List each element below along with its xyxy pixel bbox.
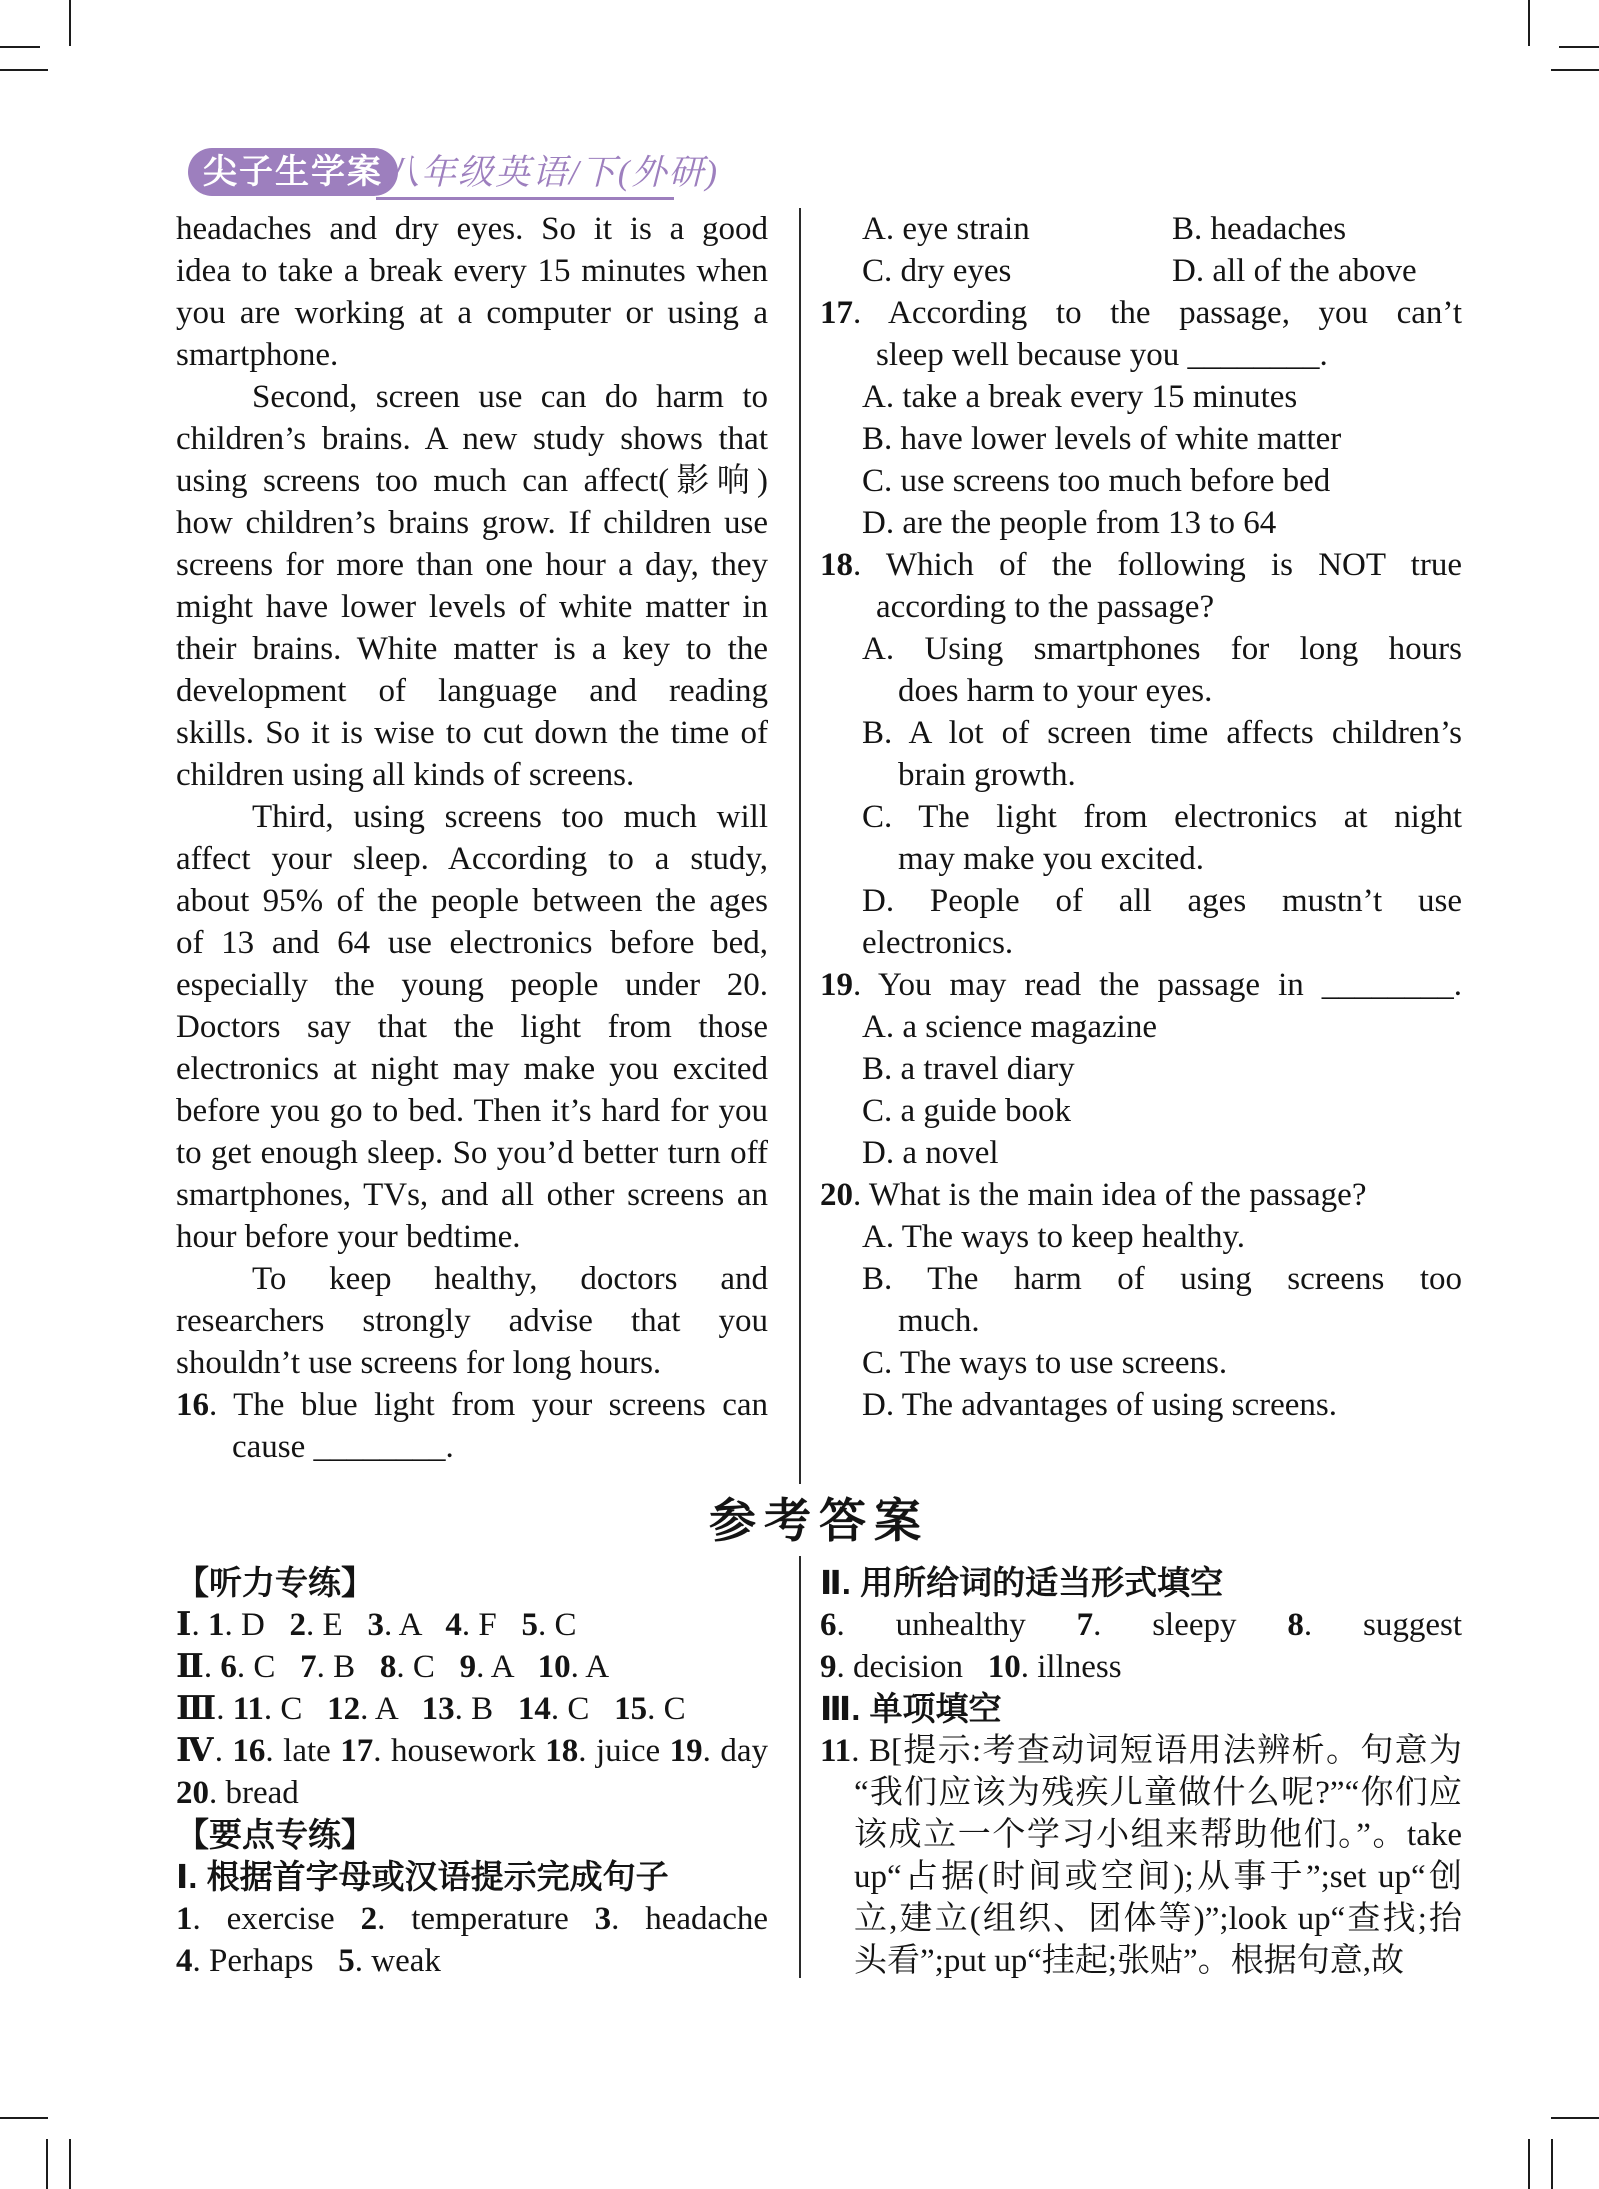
bold-number: 15 <box>614 1691 648 1727</box>
text-run: . illness <box>1020 1649 1122 1685</box>
answer-line <box>176 1646 768 1688</box>
bold-number: Ⅳ <box>176 1733 215 1769</box>
question-line <box>820 208 1462 250</box>
text-run: . unhealthy <box>836 1607 1077 1643</box>
column-divider-bottom <box>799 1556 801 1978</box>
passage-line <box>176 922 768 964</box>
text-run: B. have lower levels of white matter <box>862 421 1342 457</box>
bold-number: 9 <box>820 1649 837 1685</box>
text-run: B. headaches <box>1172 211 1347 247</box>
question-line <box>820 1258 1462 1300</box>
text-run: sleep well because you ________. <box>876 337 1328 373</box>
bold-number: 8 <box>1287 1607 1304 1643</box>
text-run: especially the young people under 20. <box>176 967 768 1003</box>
answer-line <box>820 1814 1462 1856</box>
passage-line <box>176 1132 768 1174</box>
passage-line <box>176 1090 768 1132</box>
text-run: . weak <box>354 1943 441 1979</box>
question-line <box>820 1132 1462 1174</box>
text-run: To keep healthy, doctors and <box>252 1261 768 1297</box>
passage-line <box>176 544 768 586</box>
text-run: . day <box>702 1733 768 1769</box>
text-run: Ⅲ. 单项填空 <box>820 1690 1002 1727</box>
text-run: 【听力专练】 <box>176 1564 374 1601</box>
text-run: . sleepy <box>1093 1607 1288 1643</box>
crop-mark <box>1551 2117 1599 2119</box>
answers-right-column <box>820 1562 1462 1982</box>
question-line <box>820 250 1462 292</box>
passage-line <box>176 964 768 1006</box>
text-run: . suggest <box>1303 1607 1462 1643</box>
question-line <box>820 1216 1462 1258</box>
bold-number: 4 <box>176 1943 193 1979</box>
crop-mark <box>69 0 71 46</box>
bold-number: 6 <box>820 1607 837 1643</box>
question-line <box>820 922 1462 964</box>
bold-number: 2 <box>289 1607 307 1643</box>
text-run: . D <box>224 1607 290 1643</box>
bold-number: 13 <box>421 1691 455 1727</box>
bold-number: 17 <box>820 295 853 331</box>
text-run: A. The ways to keep healthy. <box>862 1219 1246 1255</box>
bold-number: Ⅱ <box>176 1649 204 1685</box>
passage-line <box>176 796 768 838</box>
answer-line <box>820 1688 1462 1730</box>
text-run: idea to take a break every 15 minutes when <box>176 253 768 289</box>
question-line <box>820 1300 1462 1342</box>
question-line <box>820 712 1462 754</box>
answer-line <box>820 1730 1462 1772</box>
text-run: . <box>203 1649 221 1685</box>
edition-subtitle: 八年级英语/下(外研) <box>384 153 720 192</box>
passage-line <box>176 250 768 292</box>
crop-mark <box>46 2139 48 2189</box>
text-run: electronics at night may make you excited <box>176 1051 768 1087</box>
text-run: . juice <box>578 1733 670 1769</box>
text-run: Ⅱ. 用所给词的适当形式填空 <box>820 1564 1224 1601</box>
text-run: 该成立一个学习小组来帮助他们。”。take <box>854 1817 1462 1853</box>
passage-line <box>176 1006 768 1048</box>
bold-number: 8 <box>379 1649 397 1685</box>
question-line <box>820 502 1462 544</box>
bold-number: 19 <box>820 967 853 1003</box>
text-run: brain growth. <box>898 757 1076 793</box>
passage-line <box>176 1258 768 1300</box>
text-run: 头看”;put up“挂起;张贴”。根据句意,故 <box>854 1943 1404 1979</box>
question-line <box>820 1342 1462 1384</box>
crop-mark <box>1551 69 1599 71</box>
text-run: Second, screen use can do harm to <box>252 379 768 415</box>
text-run: . B <box>316 1649 380 1685</box>
bold-number: 16 <box>232 1733 266 1769</box>
text-run: . C <box>538 1607 577 1643</box>
passage-line <box>176 208 768 250</box>
bold-number: 5 <box>521 1607 539 1643</box>
passage-line <box>176 418 768 460</box>
crop-mark <box>1528 2139 1530 2189</box>
question-line <box>820 628 1462 670</box>
passage-line <box>176 586 768 628</box>
text-run: . C <box>396 1649 460 1685</box>
bold-number: 9 <box>459 1649 477 1685</box>
passage-line <box>176 1174 768 1216</box>
text-run: hour before your bedtime. <box>176 1219 521 1255</box>
question-line <box>820 334 1462 376</box>
text-run: . C <box>263 1691 328 1727</box>
text-run: of 13 and 64 use electronics before bed, <box>176 925 768 961</box>
subtitle-underline <box>376 197 674 200</box>
question-line <box>820 418 1462 460</box>
answer-line <box>176 1898 768 1940</box>
bold-number: 2 <box>360 1901 378 1937</box>
text-run: to get enough sleep. So you’d better turn off <box>176 1135 768 1171</box>
bold-number: 7 <box>1076 1607 1094 1643</box>
answer-line <box>176 1688 768 1730</box>
text-run: up“占据(时间或空间);从事于”;set up“创 <box>854 1859 1462 1895</box>
passage-line <box>176 880 768 922</box>
crop-mark <box>0 46 40 48</box>
text-run: how children’s brains grow. If children use <box>176 505 768 541</box>
text-run: . housework <box>373 1733 546 1769</box>
text-run: children’s brains. A new study shows that <box>176 421 768 457</box>
answer-line <box>176 1730 768 1772</box>
text-run: . You may read the passage in ________. <box>853 967 1462 1003</box>
text-run: smartphone. <box>176 337 339 373</box>
bold-number: 18 <box>545 1733 579 1769</box>
text-run: may make you excited. <box>898 841 1205 877</box>
text-run: C. dry eyes <box>862 253 1012 289</box>
passage-line <box>176 1384 768 1426</box>
question-line <box>820 670 1462 712</box>
question-line <box>820 1048 1462 1090</box>
bold-number: 6 <box>220 1649 237 1685</box>
text-run: C. a guide book <box>862 1093 1071 1129</box>
bold-number: 10 <box>537 1649 571 1685</box>
question-line <box>820 838 1462 880</box>
answer-line <box>176 1772 768 1814</box>
text-run: . headache <box>611 1901 768 1937</box>
bold-number: 1 <box>207 1607 225 1643</box>
passage-line <box>176 670 768 712</box>
passage-line <box>176 460 768 502</box>
text-run: . E <box>306 1607 368 1643</box>
passage-line <box>176 712 768 754</box>
text-run: smartphones, TVs, and all other screens an <box>176 1177 768 1213</box>
question-line <box>820 292 1462 334</box>
text-run: . B[提示:考查动词短语用法辨析。句意为 <box>851 1733 1462 1769</box>
bold-number: 3 <box>367 1607 384 1643</box>
text-run: A. a science magazine <box>862 1009 1158 1045</box>
crop-mark <box>69 2139 71 2189</box>
text-run: . The blue light from your screens can <box>209 1387 768 1423</box>
text-run: B. a travel diary <box>862 1051 1075 1087</box>
bold-number: 5 <box>338 1943 355 1979</box>
bold-number: 20 <box>820 1177 853 1213</box>
text-run: . decision <box>836 1649 988 1685</box>
question-line <box>820 964 1462 1006</box>
text-run: much. <box>898 1303 980 1339</box>
text-run: . bread <box>209 1775 299 1811</box>
passage-line <box>176 334 768 376</box>
text-run: B. The harm of using screens too <box>862 1261 1462 1297</box>
text-run: D. The advantages of using screens. <box>862 1387 1338 1423</box>
text-run: development of language and reading <box>176 673 768 709</box>
text-run: headaches and dry eyes. So it is a good <box>176 211 768 247</box>
answer-line <box>820 1856 1462 1898</box>
text-run: according to the passage? <box>876 589 1215 625</box>
text-run: C. The light from electronics at night <box>862 799 1462 835</box>
text-run: . exercise <box>192 1901 361 1937</box>
text-run: . Perhaps <box>192 1943 339 1979</box>
text-run: using screens too much can affect(影响) <box>176 463 768 499</box>
text-run: children using all kinds of screens. <box>176 757 635 793</box>
passage-line <box>176 502 768 544</box>
text-run: screens for more than one hour a day, they <box>176 547 768 583</box>
answer-line <box>820 1772 1462 1814</box>
text-run: . C <box>236 1649 301 1685</box>
brand-badge: 尖子生学案 <box>188 148 398 196</box>
crop-mark <box>0 69 48 71</box>
answer-line <box>820 1898 1462 1940</box>
text-run: . late <box>265 1733 341 1769</box>
passage-line <box>176 1300 768 1342</box>
bold-number: 19 <box>669 1733 703 1769</box>
answer-line <box>176 1940 768 1982</box>
text-run: skills. So it is wise to cut down the time of <box>176 715 768 751</box>
crop-mark <box>1559 46 1599 48</box>
text-run: does harm to your eyes. <box>898 673 1213 709</box>
answer-line <box>176 1856 768 1898</box>
text-run: C. use screens too much before bed <box>862 463 1331 499</box>
bold-number: 18 <box>820 547 853 583</box>
text-run: D. all of the above <box>1172 253 1417 289</box>
bold-number: 16 <box>176 1387 209 1423</box>
text-run: . A <box>570 1649 610 1685</box>
answers-left-column <box>176 1562 768 1982</box>
text-run: affect your sleep. According to a study, <box>176 841 768 877</box>
text-run: 【要点专练】 <box>176 1816 374 1853</box>
text-run: might have lower levels of white matter in <box>176 589 768 625</box>
passage-line <box>176 838 768 880</box>
answer-line <box>820 1604 1462 1646</box>
passage-line <box>176 1048 768 1090</box>
bold-number: 3 <box>594 1901 612 1937</box>
passage-line <box>176 754 768 796</box>
text-run: . A <box>360 1691 422 1727</box>
passage-line <box>176 628 768 670</box>
text-run: Ⅰ. 根据首字母或汉语提示完成句子 <box>176 1858 669 1895</box>
text-run: . According to the passage, you can’t <box>853 295 1462 331</box>
answer-line <box>820 1562 1462 1604</box>
column-divider-top <box>799 208 801 1484</box>
passage-line <box>176 1426 768 1468</box>
bold-number: 12 <box>327 1691 361 1727</box>
answer-line <box>176 1604 768 1646</box>
text-run: . What is the main idea of the passage? <box>853 1177 1367 1213</box>
answer-line <box>820 1940 1462 1982</box>
bold-number: 11 <box>232 1691 264 1727</box>
crop-mark <box>1528 0 1530 46</box>
question-line <box>820 754 1462 796</box>
text-run: . temperature <box>377 1901 595 1937</box>
text-run: . B <box>454 1691 518 1727</box>
passage-line <box>176 1342 768 1384</box>
bold-number: 14 <box>517 1691 551 1727</box>
question-line <box>820 1384 1462 1426</box>
text-run: . C <box>647 1691 686 1727</box>
bold-number: Ⅲ <box>176 1691 217 1727</box>
text-run: Doctors say that the light from those <box>176 1009 768 1045</box>
text-run: A. take a break every 15 minutes <box>862 379 1298 415</box>
text-run: . <box>216 1691 233 1727</box>
reading-questions-column <box>820 208 1462 1426</box>
question-line <box>820 460 1462 502</box>
answer-line <box>820 1646 1462 1688</box>
passage-line <box>176 1216 768 1258</box>
text-run: researchers strongly advise that you <box>176 1303 768 1339</box>
passage-line <box>176 292 768 334</box>
bold-number: 20 <box>176 1775 209 1811</box>
bold-number: 4 <box>445 1607 462 1643</box>
text-run: “我们应该为残疾儿童做什么呢?”“你们应 <box>854 1775 1462 1811</box>
text-run: D. People of all ages mustn’t use <box>862 883 1462 919</box>
text-run: shouldn’t use screens for long hours. <box>176 1345 662 1381</box>
text-run: . F <box>461 1607 522 1643</box>
text-run: D. a novel <box>862 1135 999 1171</box>
bold-number: Ⅰ <box>176 1607 192 1643</box>
text-run: 立,建立(组织、团体等)”;look up“查找;抬 <box>854 1901 1462 1937</box>
question-line <box>820 796 1462 838</box>
text-run: A. Using smartphones for long hours <box>862 631 1462 667</box>
text-run: D. are the people from 13 to 64 <box>862 505 1277 541</box>
question-line <box>820 376 1462 418</box>
bold-number: 17 <box>340 1733 374 1769</box>
question-line <box>820 880 1462 922</box>
answers-heading: 参考答案 <box>709 1494 929 1547</box>
crop-mark <box>0 2117 48 2119</box>
text-run: you are working at a computer or using a <box>176 295 768 331</box>
text-run: . C <box>550 1691 615 1727</box>
text-run: . <box>191 1607 208 1643</box>
text-run: . A <box>476 1649 538 1685</box>
question-line <box>820 586 1462 628</box>
text-run: C. The ways to use screens. <box>862 1345 1228 1381</box>
bold-number: 1 <box>176 1901 193 1937</box>
bold-number: 7 <box>300 1649 317 1685</box>
text-run: Third, using screens too much will <box>252 799 768 835</box>
answer-line <box>176 1814 768 1856</box>
question-line <box>820 544 1462 586</box>
crop-mark <box>1551 2139 1553 2189</box>
passage-line <box>176 376 768 418</box>
text-run: their brains. White matter is a key to the <box>176 631 768 667</box>
question-line <box>820 1090 1462 1132</box>
text-run: . Which of the following is NOT true <box>853 547 1462 583</box>
bold-number: 11 <box>820 1733 852 1769</box>
text-run: cause ________. <box>232 1429 454 1465</box>
reading-passage-column <box>176 208 768 1468</box>
text-run: . A <box>383 1607 446 1643</box>
question-line <box>820 1174 1462 1216</box>
text-run: A. eye strain <box>862 211 1030 247</box>
answer-line <box>176 1562 768 1604</box>
text-run: about 95% of the people between the ages <box>176 883 768 919</box>
question-line <box>820 1006 1462 1048</box>
text-run: . <box>214 1733 233 1769</box>
text-run: B. A lot of screen time affects children’s <box>862 715 1462 751</box>
text-run: electronics. <box>862 925 1014 961</box>
bold-number: 10 <box>987 1649 1021 1685</box>
text-run: before you go to bed. Then it’s hard for you <box>176 1093 768 1129</box>
